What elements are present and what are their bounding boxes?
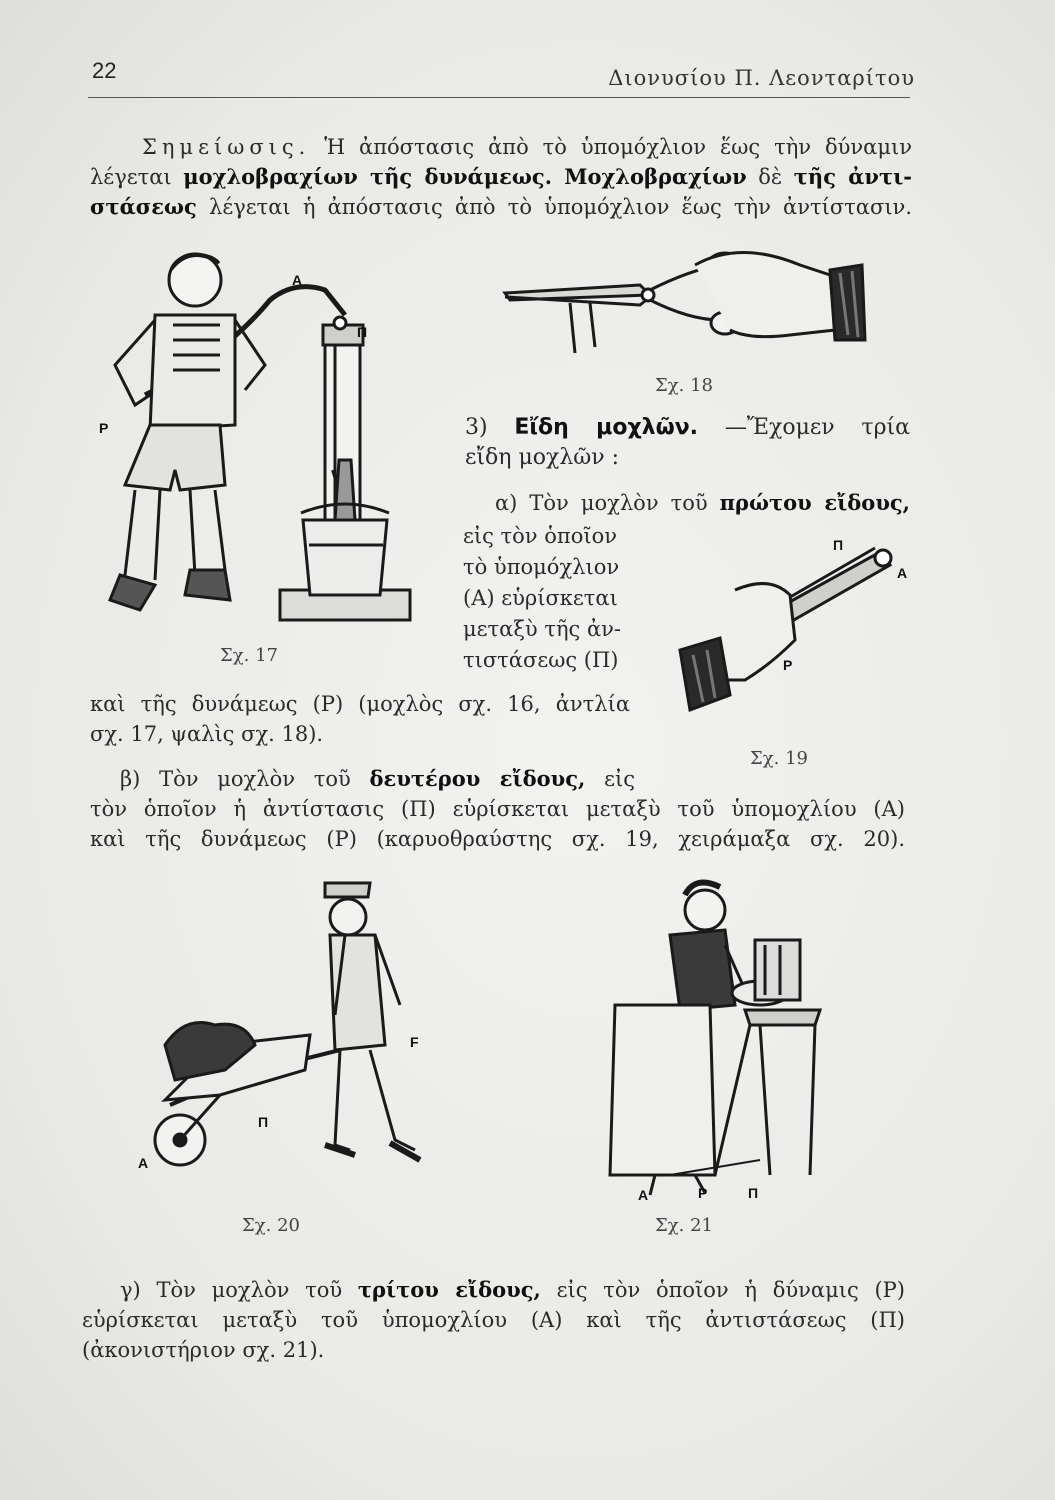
note-text: δὲ <box>758 165 783 189</box>
type-c-line-2: εὑρίσκεται μεταξὺ τοῦ ὑπομοχλίου (Α) καὶ τῆς ἀντιστάσεως (Π) <box>82 1308 905 1332</box>
type-c-lead: γ) Τὸν μοχλὸν τοῦ <box>120 1278 343 1302</box>
fig19-label-r: Ρ <box>783 657 793 673</box>
fig17-label-p: Π <box>357 324 368 340</box>
type-a-line: τιστάσεως (Π) <box>463 648 619 672</box>
type-a-lead <box>495 488 910 518</box>
nutcracker-illustration <box>675 530 915 735</box>
running-title: Διονυσίου Π. Λεονταρίτου <box>608 66 915 90</box>
type-b-lead: β) Τὸν μοχλὸν τοῦ <box>120 767 351 791</box>
type-c-bold: τρίτου εἴδους, <box>357 1277 541 1302</box>
fig19-label-a: Α <box>897 565 908 581</box>
type-a-line: (Α) εὑρίσκεται <box>463 586 618 610</box>
fig21-label-r: Ρ <box>698 1185 708 1201</box>
type-a-line: μεταξὺ τῆς ἀν- <box>463 617 622 641</box>
figure-18-caption: Σχ. 18 <box>655 375 713 396</box>
note-lead: Σημείωσις. <box>142 135 311 159</box>
fig20-label-a: Α <box>138 1155 149 1171</box>
note-line-3 <box>90 192 912 222</box>
type-c-line-1 <box>82 1275 905 1305</box>
fig19-label-p: Π <box>833 537 844 553</box>
fig17-label-a: Α <box>292 272 303 288</box>
type-b-line-3: καὶ τῆς δυνάμεως (Ρ) (καρυοθραύστης σχ. 19, χειράμαξα σχ. 20). <box>90 827 905 851</box>
type-a-line: εἰς τὸν ὁποῖον <box>463 524 617 548</box>
section-3-line-2: εἴδη μοχλῶν : <box>465 445 619 470</box>
figure-18-scissors <box>500 245 870 360</box>
note-paragraph <box>90 132 912 222</box>
note-line1-text: Ἡ ἀπόστασις ἀπὸ τὸ ὑπομόχλιον ἕως τὴν δύναμιν <box>324 135 912 159</box>
type-b-line-1 <box>90 764 635 794</box>
fig21-label-p: Π <box>748 1185 759 1201</box>
fig17-label-r: Ρ <box>99 420 109 436</box>
fig21-label-a: Α <box>638 1187 649 1203</box>
figure-20-caption: Σχ. 20 <box>242 1215 300 1236</box>
section-intro: —Ἔχομεν τρία <box>724 415 910 440</box>
type-a-narrow-column <box>463 521 663 676</box>
page-number: 22 <box>92 58 117 83</box>
type-c-line-3: (ἀκονιστήριον σχ. 21). <box>82 1338 325 1362</box>
fig20-label-f: F <box>410 1034 419 1050</box>
figure-17-pump <box>95 245 425 635</box>
type-b-line-2: τὸν ὁποῖον ἡ ἀντίστασις (Π) εὑρίσκεται μεταξὺ τοῦ ὑπομοχλίου (Α) <box>90 797 905 821</box>
term-lever-arm-force: μοχλοβραχίων τῆς δυνάμεως. Μοχλοβραχίων <box>183 164 747 189</box>
type-a-line: τὸ ὑπομόχλιον <box>463 555 620 579</box>
figure-20-wheelbarrow <box>130 875 440 1175</box>
section-3-heading <box>465 413 910 473</box>
type-c-paragraph <box>82 1275 905 1365</box>
note-text: λέγεται <box>90 165 172 189</box>
term-resistance-start: τῆς ἀντι- <box>793 164 912 189</box>
type-a-tail <box>90 689 630 749</box>
figure-17-caption: Σχ. 17 <box>220 645 278 666</box>
note-text: λέγεται ἡ ἀπόστασις ἀπὸ τὸ ὑπομόχλιον ἕως τὴν ἀντίστασιν. <box>209 195 912 219</box>
type-b-bold: δευτέρου εἴδους, <box>369 766 586 791</box>
type-b-paragraph <box>90 764 905 854</box>
grindstone-illustration <box>585 875 825 1205</box>
note-line-1 <box>90 132 912 162</box>
type-a-tail-line-1: καὶ τῆς δυνάμεως (Ρ) (μοχλὸς σχ. 16, ἀντλία <box>90 692 630 716</box>
term-resistance-end: στάσεως <box>90 194 197 219</box>
figure-21-grindstone <box>585 875 825 1205</box>
section-3-heading-line <box>465 413 910 443</box>
note-line-2 <box>90 162 912 192</box>
scissors-illustration <box>500 245 870 360</box>
pump-illustration <box>95 245 425 635</box>
section-number: 3) <box>465 415 488 440</box>
fig20-label-p: Π <box>258 1114 269 1130</box>
header-rule <box>88 97 910 98</box>
section-title: Εἴδη μοχλῶν. <box>514 415 699 440</box>
type-a-bold: πρώτου εἴδους, <box>719 490 910 515</box>
type-a-lead-text: α) Τὸν μοχλὸν τοῦ <box>495 491 708 515</box>
figure-19-nutcracker <box>675 530 915 735</box>
figure-21-caption: Σχ. 21 <box>655 1215 713 1236</box>
type-a-tail-line-2: σχ. 17, ψαλὶς σχ. 18). <box>90 722 324 746</box>
type-b-lead-end: εἰς <box>604 767 635 791</box>
type-c-lead-end: εἰς τὸν ὁποῖον ἡ δύναμις (Ρ) <box>556 1278 906 1302</box>
wheelbarrow-illustration <box>130 875 440 1175</box>
figure-19-caption: Σχ. 19 <box>750 748 808 769</box>
